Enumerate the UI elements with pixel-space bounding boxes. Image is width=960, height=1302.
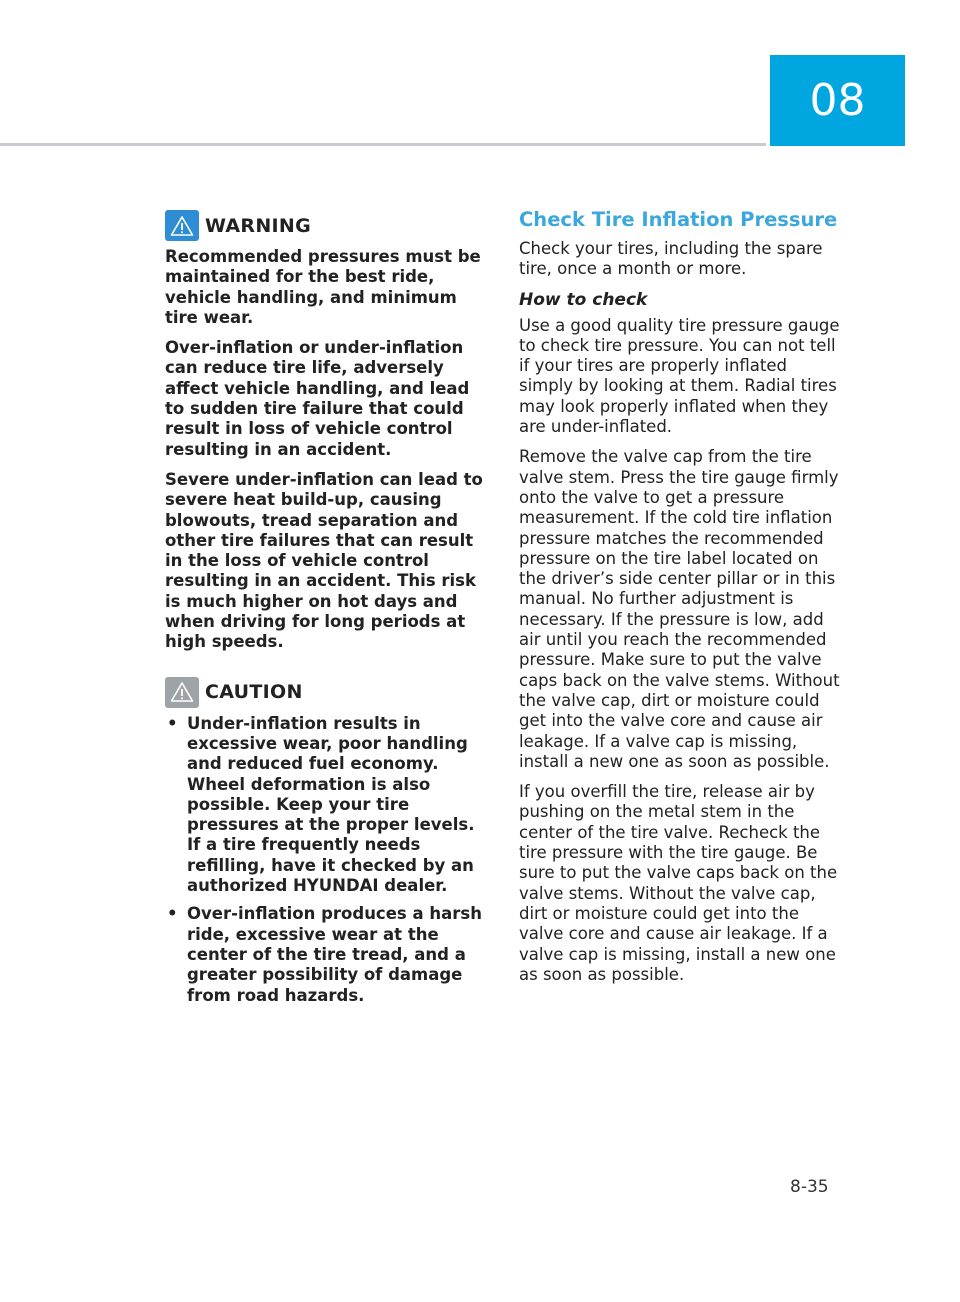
header-rule <box>0 143 766 146</box>
section-title: Check Tire Inflation Pressure <box>519 208 838 231</box>
warning-paragraph: Over-inflation or under-inflation can reduce tire life, adversely affect vehicle handling, and lead to sudden tire failure that could result in loss of vehicle control resulting in an accident. <box>165 338 470 459</box>
bullet-icon: • <box>167 904 178 924</box>
bullet-icon: • <box>167 713 178 733</box>
caution-box <box>165 677 490 1006</box>
warning-header <box>165 210 490 241</box>
subheading: How to check <box>519 289 648 310</box>
list-item <box>165 904 490 1005</box>
list-item <box>165 714 490 897</box>
caution-title: CAUTION <box>205 681 303 704</box>
caution-item-text: Over-inflation produces a harsh ride, excessive wear at the center of the tire tread, and a greater possibility of damage from road hazards. <box>187 904 482 1005</box>
chapter-tab <box>770 55 905 146</box>
warning-paragraph: Recommended pressures must be maintained for the best ride, vehicle handling, and minimum tire wear. <box>165 247 481 327</box>
chapter-number: 08 <box>809 75 866 126</box>
warning-box <box>165 210 490 653</box>
warning-triangle-icon <box>165 210 199 241</box>
caution-triangle-icon <box>165 677 199 708</box>
caution-header <box>165 677 490 708</box>
caution-item-text: Under-inflation results in excessive wear, poor handling and reduced fuel economy. Wheel deformation is also possible. Keep your tire pressures at the proper levels. If a tire frequently needs refilling, have it checked by an authorized HYUNDAI dealer. <box>187 713 475 896</box>
body-paragraph: If you overfill the tire, release air by pushing on the metal stem in the center of the tire valve. Recheck the tire pressure with the tire gauge. Be sure to put the valve caps back on the valve stems. Without the valve cap, dirt or moisture could get into the valve core and cause air leakage. If a valve cap is missing, install a new one as soon as possible. <box>519 782 838 984</box>
right-column <box>519 208 844 995</box>
warning-title: WARNING <box>205 214 312 237</box>
page-number: 8-35 <box>790 1177 829 1197</box>
section-intro: Check your tires, including the spare tire, once a month or more. <box>519 239 823 279</box>
warning-paragraph: Severe under-inflation can lead to severe heat build-up, causing blowouts, tread separation and other tire failures that can result in the loss of vehicle control resulting in an accident. This risk is much higher on hot days and when driving for long periods at high speeds. <box>165 469 483 652</box>
left-column <box>165 210 490 1014</box>
body-paragraph: Use a good quality tire pressure gauge to check tire pressure. You can not tell if your tires are properly inflated simply by looking at them. Radial tires may look properly inflated when they are under-inflated. <box>519 315 840 437</box>
body-paragraph: Remove the valve cap from the tire valve stem. Press the tire gauge firmly onto the valve to get a pressure measurement. If the cold tire inflation pressure matches the recommended pressure on the tire label located on the driver’s side center pillar or in this manual. No further adjustment is necessary. If the pressure is low, add air until you reach the recommended pressure. Make sure to put the valve caps back on the valve stems. Without the valve cap, dirt or moisture could get into the valve core and cause air leakage. If a valve cap is missing, install a new one as soon as possible. <box>519 447 840 771</box>
caution-list <box>165 714 490 1006</box>
